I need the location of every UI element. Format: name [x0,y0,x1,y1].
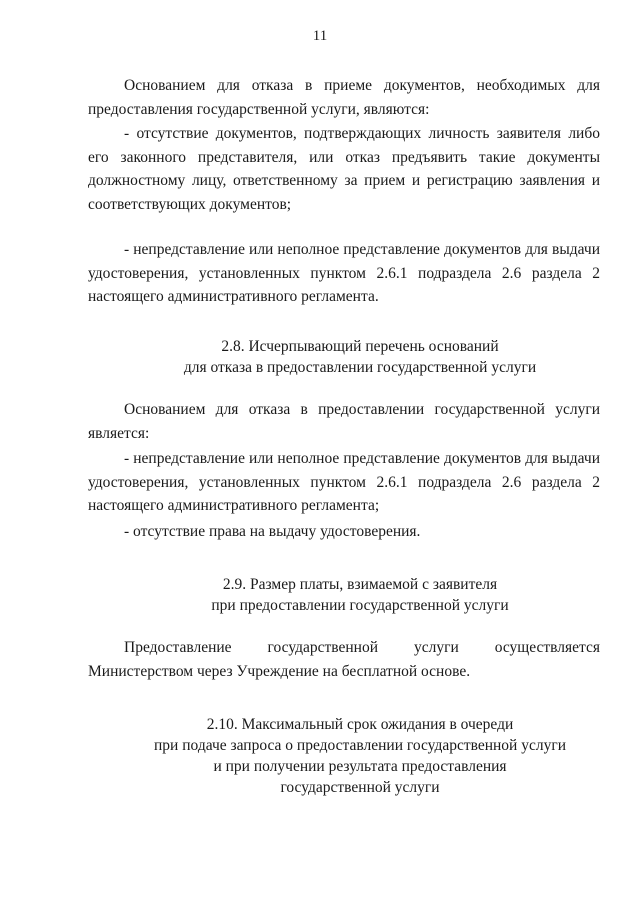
section-2-9-heading-line-1: 2.9. Размер платы, взимаемой с заявителя [222,576,498,593]
section-2-8-heading-line-1: 2.8. Исчерпывающий перечень оснований [221,338,499,355]
section-2-10-heading-line-4: государственной услуги [280,779,440,796]
refusal-provision-item-2: - отсутствие права на выдачу удостоверения. [124,523,421,540]
refusal-provision-item-1: - непредставление или неполное представление документов для выдачи удостоверения, установленных пунктом 2.6.1 подраздела 2.6 раздела 2 настоящего административного регламента; [88,450,600,514]
refusal-acceptance-item-2: - непредставление или неполное представление документов для выдачи удостоверения, установленных пунктом 2.6.1 подраздела 2.6 раздела 2 настоящего административного регламента. [88,241,600,305]
refusal-provision-intro: Основанием для отказа в предоставлении государственной услуги является: [88,401,600,442]
refusal-acceptance-item-1: - отсутствие документов, подтверждающих личность заявителя либо его законного представителя, или отказ предъявить такие документы должностному лицу, ответственному за прием и регистрацию заявления и соответствующих документов; [88,125,600,213]
section-2-8-heading [70,336,640,378]
section-2-9-heading-line-2: при предоставлении государственной услуги [211,597,509,614]
fee-text: Предоставление государственной услуги осуществляется Министерством через Учреждение на бесплатной основе. [88,639,600,680]
section-2-10-heading-line-1: 2.10. Максимальный срок ожидания в очереди [206,716,514,733]
section-2-10-heading [70,714,640,798]
refusal-acceptance-intro: Основанием для отказа в приеме документов, необходимых для предоставления государственной услуги, являются: [88,77,600,118]
section-2-8-heading-line-2: для отказа в предоставлении государственной услуги [183,359,537,376]
section-2-10-heading-line-2: при подаче запроса о предоставлении государственной услуги [154,737,566,754]
page-number: 11 [312,28,328,44]
section-2-10-heading-line-3: и при получении результата предоставления [213,758,507,775]
section-2-9-heading [70,574,640,616]
